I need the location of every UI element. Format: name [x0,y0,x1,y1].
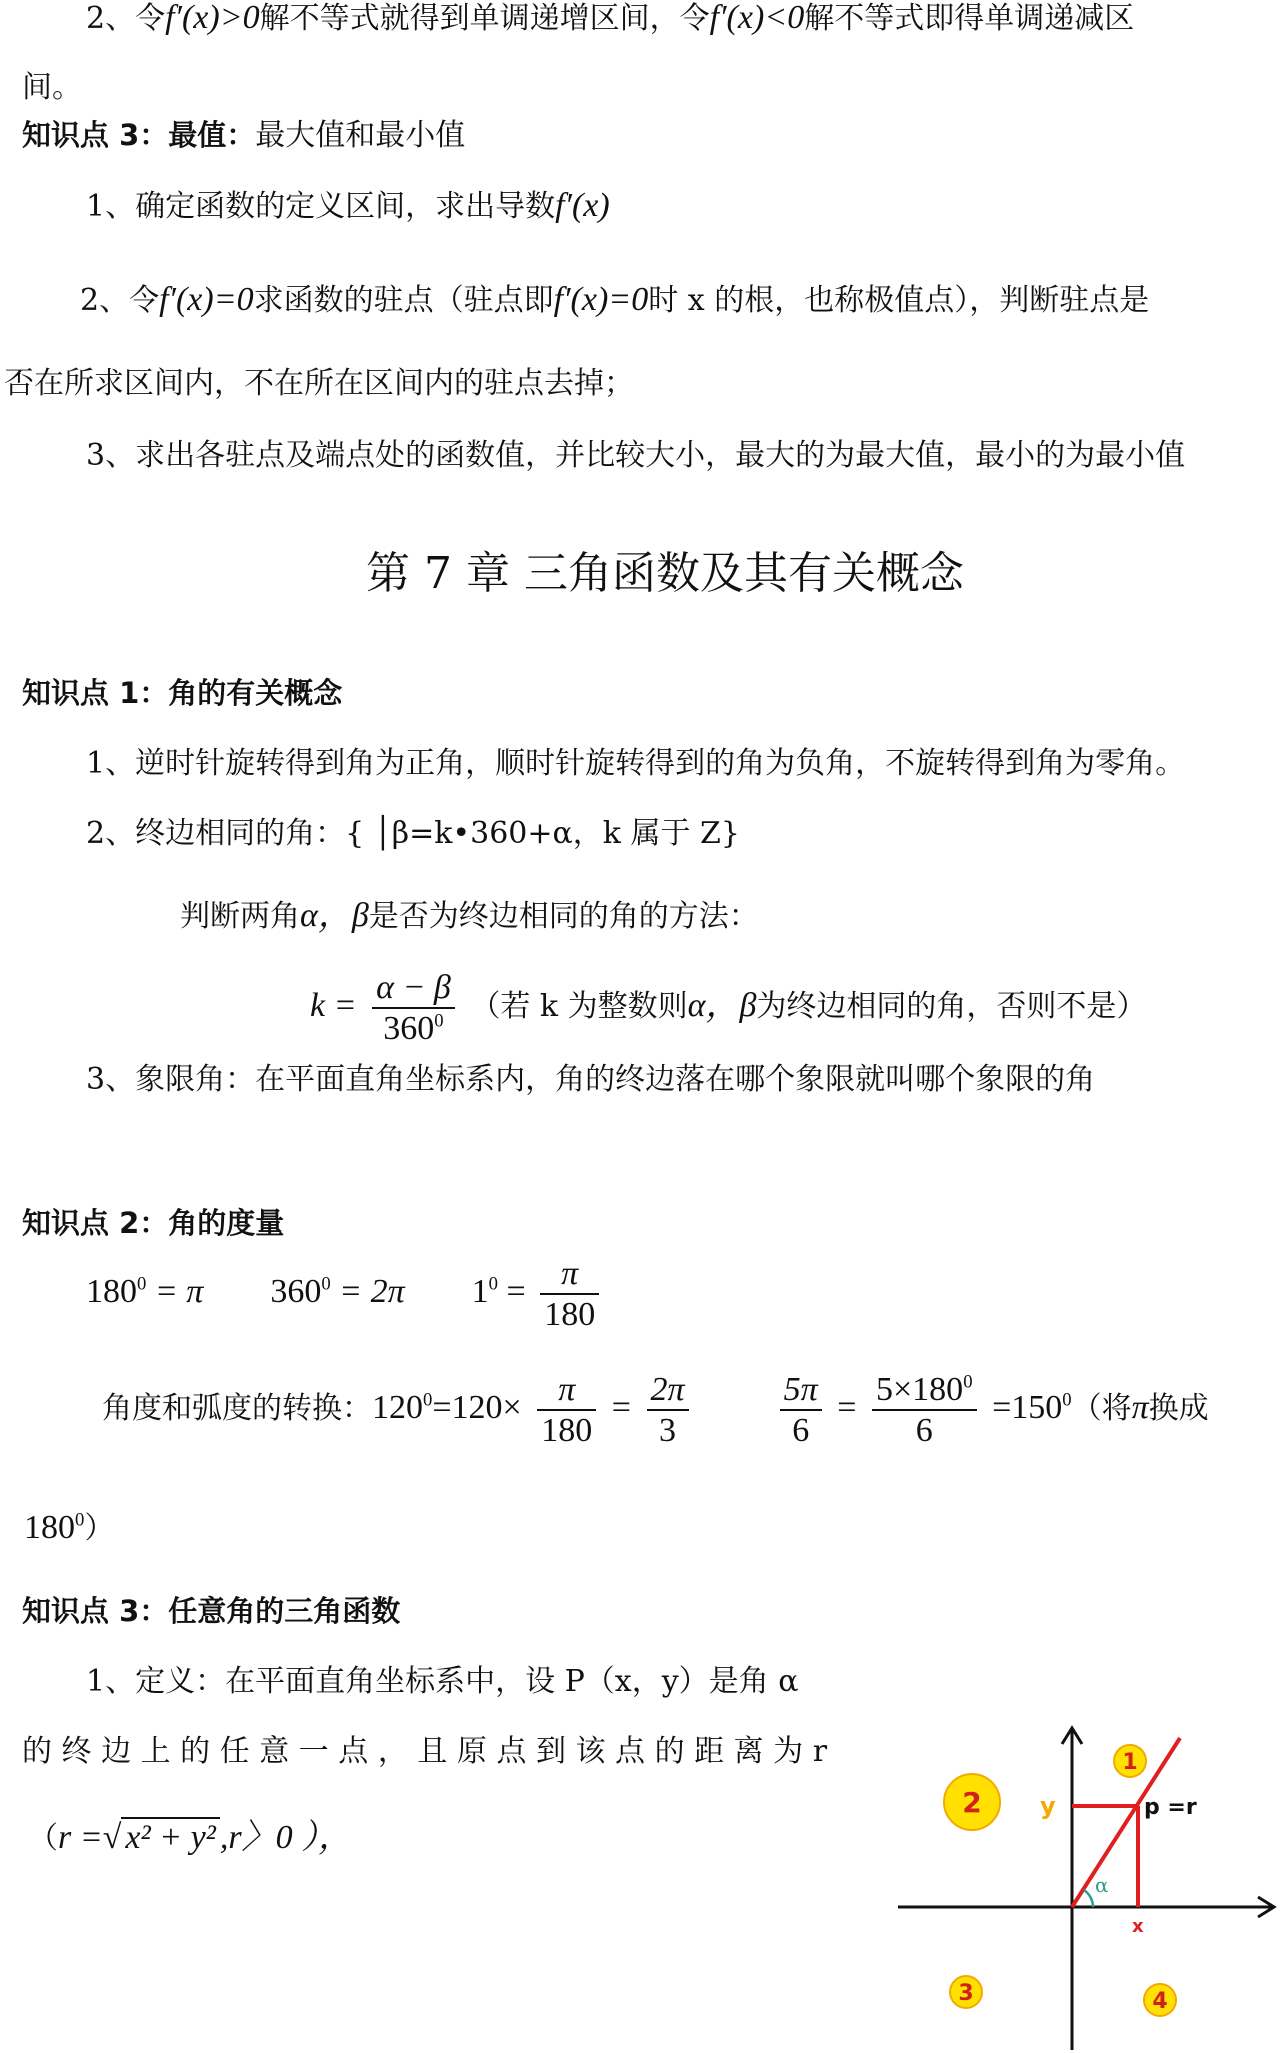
quadrant-4-label: 4 [1152,1989,1168,2014]
equals-two-pi: = 2π [339,1272,405,1310]
kp3-bold-term: 最值： [168,118,256,152]
fraction-denominator: 180 [544,1296,596,1334]
degree-sup: 0 [488,1273,498,1295]
kp3-text: 最大值和最小值 [255,118,466,153]
derivative: f′(x) [555,187,610,224]
text: 换成 [1148,1391,1209,1427]
kp3-item-3: 3、求出各驻点及端点处的函数值，并比较大小，最大的为最大值，最小的为最小值 [86,438,1186,473]
r-equals: r = [58,1819,103,1856]
y-label: y [1040,1792,1056,1820]
derivative-lt-zero: f′(x)<0 [709,0,805,36]
conversion-label: 角度和弧度的转换： [102,1391,372,1427]
kp3-item-2-continuation: 否在所求区间内，不在所在区间内的驻点去掉； [4,366,634,401]
five-pi-over-6 [780,1370,822,1450]
den-value: 360 [383,1010,435,1048]
quadrant-2-label: 2 [962,1786,982,1819]
fraction-numerator: π [537,1370,596,1411]
degree-sup: 0 [75,1509,85,1531]
alpha-beta: α，β [300,897,369,934]
text: 解不等式即得单调递减区 [804,1,1135,36]
equals: = [611,1389,631,1427]
fraction-denominator: 3 [659,1412,677,1450]
p-label: p =r [1144,1795,1197,1820]
degree-sup: 0 [137,1273,147,1295]
monotonic-line-continuation: 间。 [22,70,82,105]
fraction-numerator: π [540,1254,599,1295]
ch7-kp1-item-3: 3、象限角：在平面直角坐标系内，角的终边落在哪个象限就叫哪个象限的角 [86,1062,1096,1097]
ch7-kp3-item-1: 1、定义：在平面直角坐标系中，设 P（x，y）是角 α [86,1664,799,1699]
kp3-label: 知识点 3： [22,118,169,152]
text: 2、令 [86,1,166,36]
text: 为终边相同的角，否则不是） [756,989,1147,1025]
text: （若 k 为整数则 [470,989,688,1025]
coordinate-diagram [890,1720,1280,2053]
measure-equations [86,1254,605,1334]
degree-sup: 0 [963,1371,973,1393]
quadrant-3-label: 3 [958,1981,974,2006]
conversion-line [102,1370,1209,1450]
text: 时 x 的根，也称极值点），判断驻点是 [648,283,1150,318]
value: 5×180 [876,1371,964,1408]
ch7-kp3-heading: 知识点 3：任意角的三角函数 [22,1594,401,1628]
degree-sup: 0 [423,1389,433,1411]
text: （ [28,1821,58,1856]
value: 360 [270,1272,322,1310]
ch7-kp1-heading: 知识点 1：角的有关概念 [22,676,343,710]
fraction-denominator: 6 [915,1412,933,1450]
degree-sup: 0 [1062,1389,1072,1411]
fraction-numerator: 2π [647,1370,689,1411]
text: 2、令 [80,283,160,318]
degree-sup: 0 [434,1010,444,1032]
value: =120× [432,1389,522,1427]
text: 是否为终边相同的角的方法： [368,899,759,934]
kp3-item-2 [80,280,1149,321]
value: 1 [471,1272,489,1310]
angle-label: α [1095,1873,1109,1897]
value: 180 [24,1509,75,1546]
kp3-item-1 [86,186,610,227]
fraction-numerator [872,1370,977,1411]
fraction-numerator: α − β [372,968,455,1009]
ch7-kp1-item-1: 1、逆时针旋转得到角为正角，顺时针旋转得到的角为负角，不旋转得到角为零角。 [86,746,1186,781]
radius-formula: （r =√ x² + y² ,r〉0 ）， [28,1819,353,1856]
angle-arc [1084,1890,1093,1907]
two-pi-over-3 [647,1370,689,1450]
text: 解不等式就得到单调递增区间，令 [259,1,710,36]
five-times-180-over-6 [872,1370,977,1450]
ch7-kp3-item-1-continuation: 的 终 边 上 的 任 意 一 点 ， 且 原 点 到 该 点 的 距 离 为 r [22,1734,828,1769]
alpha-beta: α，β [687,987,757,1025]
value: 180 [86,1272,137,1310]
degree-sup: 0 [321,1273,331,1295]
pi-over-180 [540,1254,599,1334]
kp3-heading [22,118,465,154]
k-fraction [372,968,455,1048]
text: ） [84,1511,115,1546]
equals: = [506,1272,526,1310]
ch7-kp1-item-2: 2、终边相同的角：{ │β=k•360+α，k 属于 Z} [86,816,740,851]
chapter-title: 第 7 章 三角函数及其有关概念 [366,548,964,599]
ch7-kp2-heading: 知识点 2：角的度量 [22,1206,285,1240]
pi-symbol: π [1131,1389,1149,1427]
radicand: x² + y² [121,1817,220,1856]
derivative-eq-zero: f′(x)=0 [159,281,254,318]
fraction-denominator: 180 [541,1412,593,1450]
k-symbol: k = [310,987,357,1025]
conversion-tail [24,1508,114,1549]
derivative-eq-zero: f′(x)=0 [553,281,649,318]
value: 120 [372,1389,423,1427]
x-label: x [1132,1916,1144,1937]
fraction-denominator: 6 [792,1412,810,1450]
derivative-gt-zero: f′(x)>0 [165,0,260,36]
text: 1、确定函数的定义区间，求出导数 [86,189,556,224]
monotonic-increase-line [86,0,1134,39]
ch7-kp1-formula [310,968,1146,1048]
text: 判断两角 [180,899,300,934]
fraction-numerator: 5π [780,1370,822,1411]
pi-over-180 [537,1370,596,1450]
equals: = [837,1389,857,1427]
text: ,r〉0 ）， [219,1819,353,1856]
equals-pi: = π [154,1272,204,1310]
value: =150 [992,1389,1063,1427]
text: 求函数的驻点（驻点即 [253,283,554,318]
ch7-kp1-judge [180,896,759,937]
quadrant-1-label: 1 [1122,1750,1138,1775]
fraction-denominator [372,1009,455,1048]
text: （将 [1071,1391,1132,1427]
